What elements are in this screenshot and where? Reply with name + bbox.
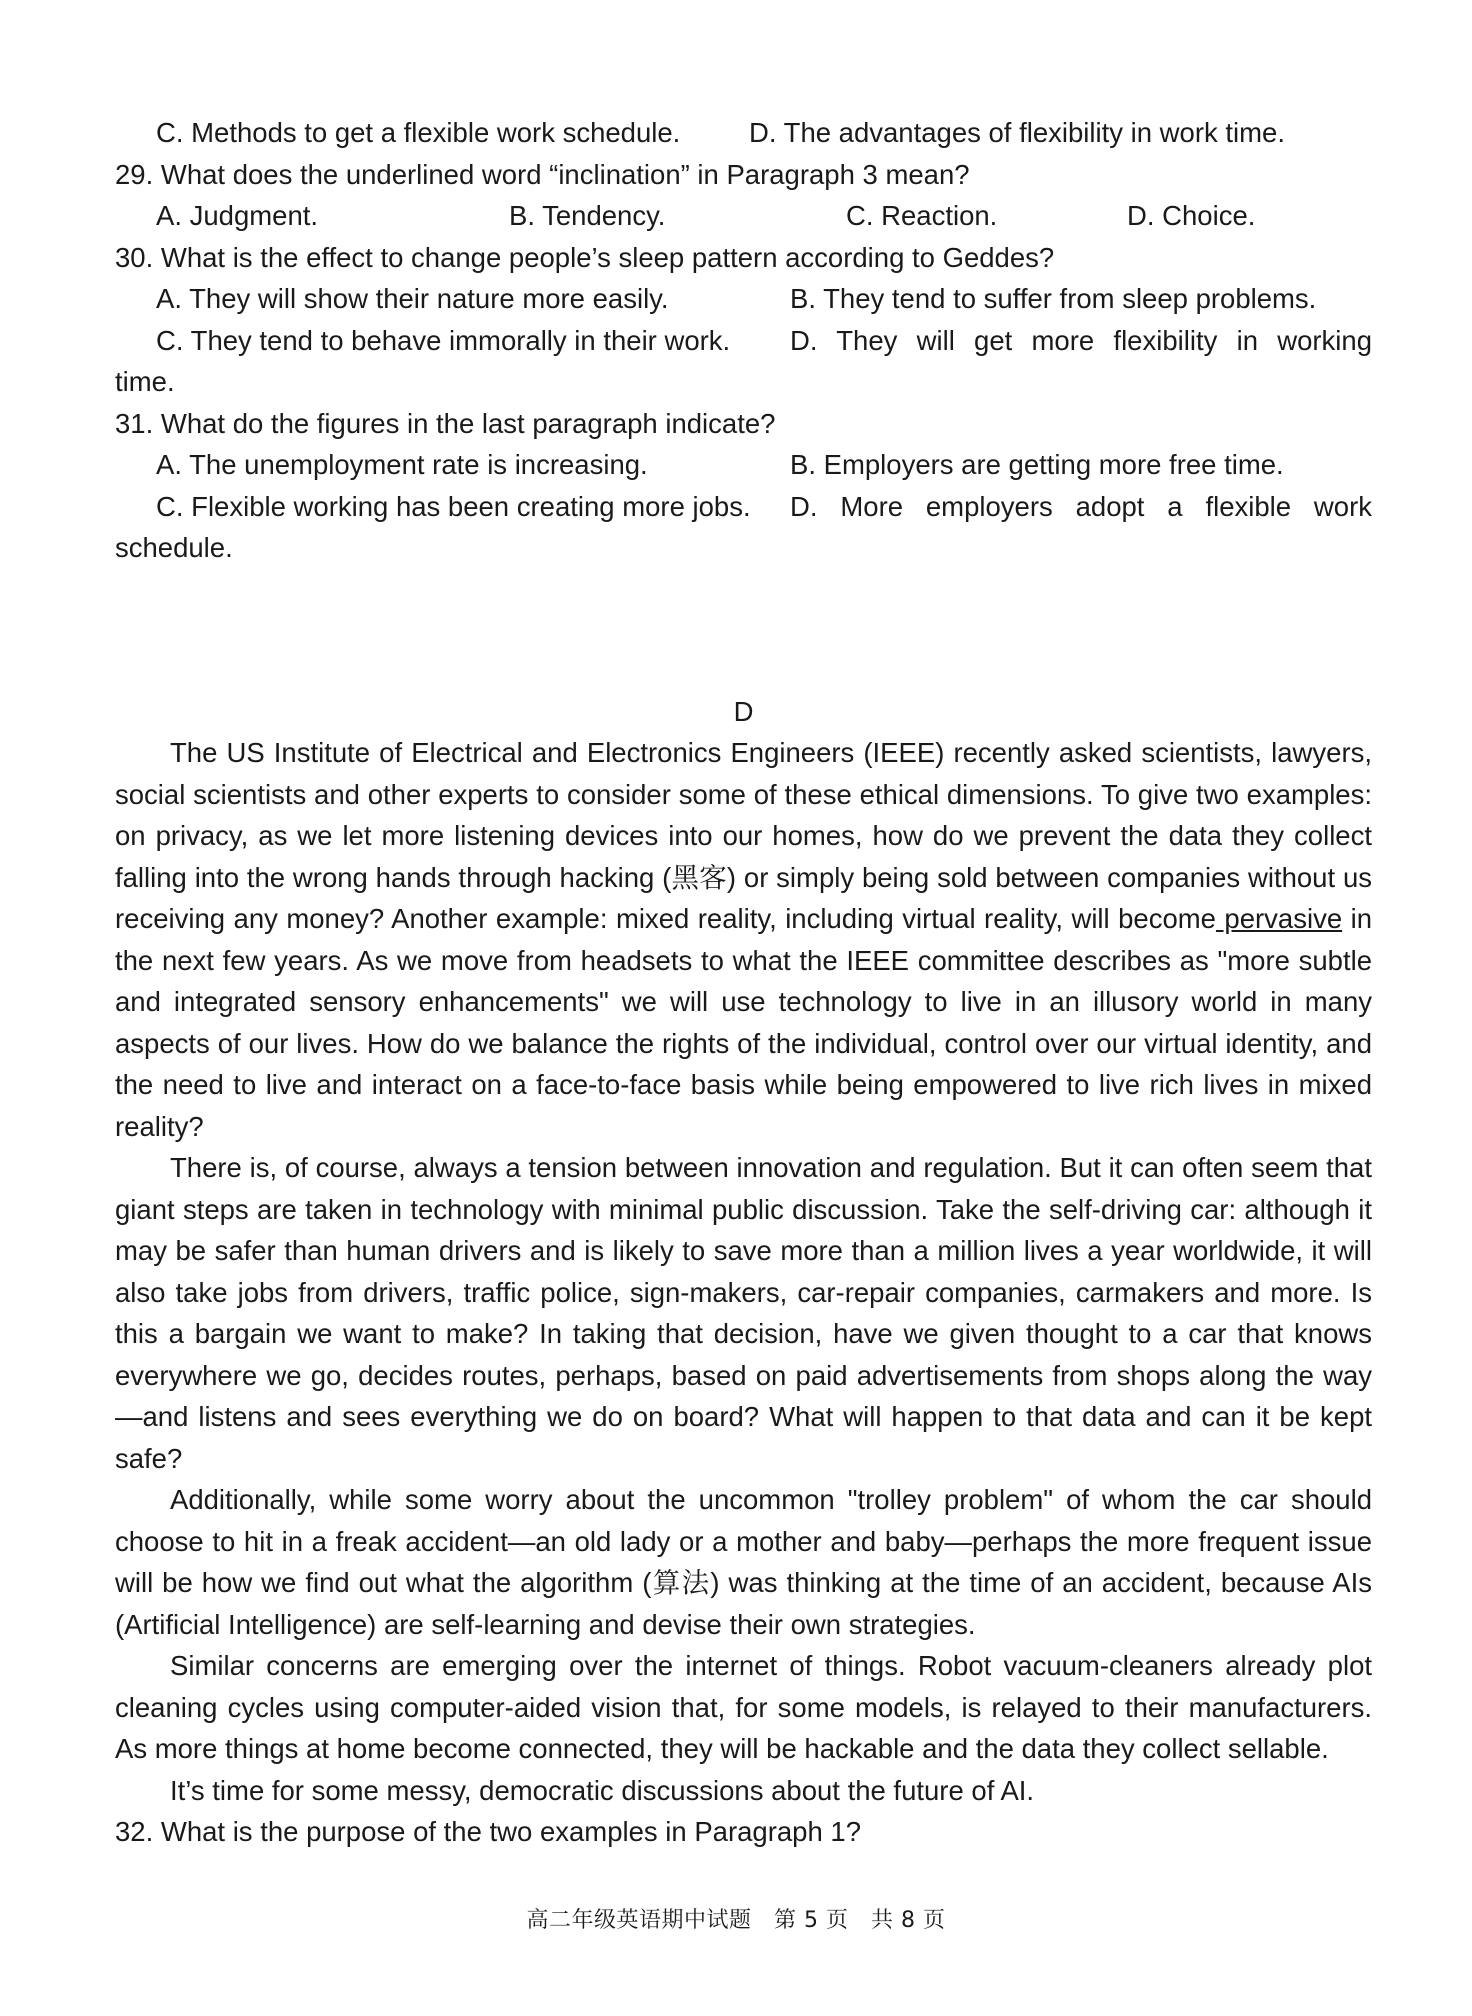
- q30-option-a: A. They will show their nature more easily.: [156, 283, 669, 314]
- underlined-word-pervasive: pervasive: [1215, 903, 1343, 934]
- q30-option-d: D. They will get more flexibility in working: [790, 324, 1372, 356]
- p1-text-end: in the next few years. As we move from headsets to what the IEEE committee describes as "more subtle and integrated sensory enhancements" we will use technology to live in an illusory world in many aspects of our lives. How do we balance the rights of the individual, control over our virtual identity, and the need to live and interact on a face-to-face basis while being empowered to live rich lives in mixed reality?: [115, 903, 1372, 1142]
- p1-text-start: The US Institute of Electrical and Electronics Engineers (IEEE) recently asked scientists, lawyers, social scientists and other experts to consider some of these ethical dimensions. To give two examples: on privacy, as we let more listening devices into our homes, how do we prevent the data they collect falling into the wrong hands through hacking (黑客) or simply being sold between companies without us receiving any money? Another example: mixed reality, including virtual reality, will become: [115, 737, 1372, 934]
- q32-question: 32. What is the purpose of the two examples in Paragraph 1?: [115, 1816, 861, 1847]
- passage-body: [115, 732, 1372, 1811]
- q29-question: 29. What does the underlined word “inclination” in Paragraph 3 mean?: [115, 158, 970, 190]
- q31-option-d: D. More employers adopt a flexible work: [790, 490, 1372, 522]
- exam-page: [115, 112, 1372, 1853]
- passage-paragraph-1: [115, 732, 1372, 1147]
- q31-options-ab: [115, 444, 1372, 486]
- q28-option-c: C. Methods to get a flexible work schedule.: [156, 117, 681, 148]
- passage-paragraph-5: It’s time for some messy, democratic discussions about the future of AI.: [170, 1774, 1035, 1806]
- q30-option-d-cont: time.: [115, 366, 175, 397]
- q29-options: [115, 195, 1372, 237]
- q29-option-d: D. Choice.: [1127, 200, 1256, 231]
- q28-option-d: D. The advantages of flexibility in work time.: [749, 117, 1285, 148]
- passage-paragraph-3: Additionally, while some worry about the uncommon "trolley problem" of whom the car should choose to hit in a freak accident—an old lady or a mother and baby—perhaps the more frequent issue will be how we find out what the algorithm (算法) was thinking at the time of an accident, because AIs (Artificial Intelligence) are self-learning and devise their own strategies.: [115, 1484, 1372, 1640]
- q30-options-cd: [115, 320, 1372, 362]
- q31-options-cd: [115, 486, 1372, 528]
- q30-options-ab: [115, 278, 1372, 320]
- section-gap: [115, 569, 1372, 691]
- q29-option-a: A. Judgment.: [156, 200, 319, 231]
- passage-paragraph-2: There is, of course, always a tension between innovation and regulation. But it can often seem that giant steps are taken in technology with minimal public discussion. Take the self-driving car: although it may be safer than human drivers and is likely to save more than a million lives a year worldwide, it will also take jobs from drivers, traffic police, sign-makers, car-repair companies, carmakers and more. Is this a bargain we want to make? In taking that decision, have we given thought to a car that knows everywhere we go, decides routes, perhaps, based on paid advertisements from shops along the way—and listens and sees everything we do on board? What will happen to that data and can it be kept safe?: [115, 1152, 1372, 1474]
- q29-option-c: C. Reaction.: [846, 200, 998, 231]
- q29-option-b: B. Tendency.: [509, 200, 666, 231]
- q31-option-d-cont: schedule.: [115, 532, 233, 563]
- q31-question: 31. What do the figures in the last paragraph indicate?: [115, 407, 776, 439]
- passage-heading: D: [733, 695, 754, 727]
- q31-option-a: A. The unemployment rate is increasing.: [156, 449, 648, 480]
- q31-option-b: B. Employers are getting more free time.: [790, 449, 1284, 480]
- q30-question: 30. What is the effect to change people’s sleep pattern according to Geddes?: [115, 241, 1055, 273]
- q30-option-c: C. They tend to behave immorally in their work.: [156, 324, 731, 356]
- q30-option-b: B. They tend to suffer from sleep problems.: [790, 283, 1317, 314]
- page-footer: 高二年级英语期中试题 第 5 页 共 8 页: [526, 1908, 946, 1933]
- passage-paragraph-4: Similar concerns are emerging over the internet of things. Robot vacuum-cleaners already plot cleaning cycles using computer-aided vision that, for some models, is relayed to their manufacturers. As more things at home become connected, they will be hackable and the data they collect sellable.: [115, 1650, 1372, 1764]
- q31-option-c: C. Flexible working has been creating more jobs.: [156, 490, 751, 522]
- q28-options-cd: [115, 112, 1372, 154]
